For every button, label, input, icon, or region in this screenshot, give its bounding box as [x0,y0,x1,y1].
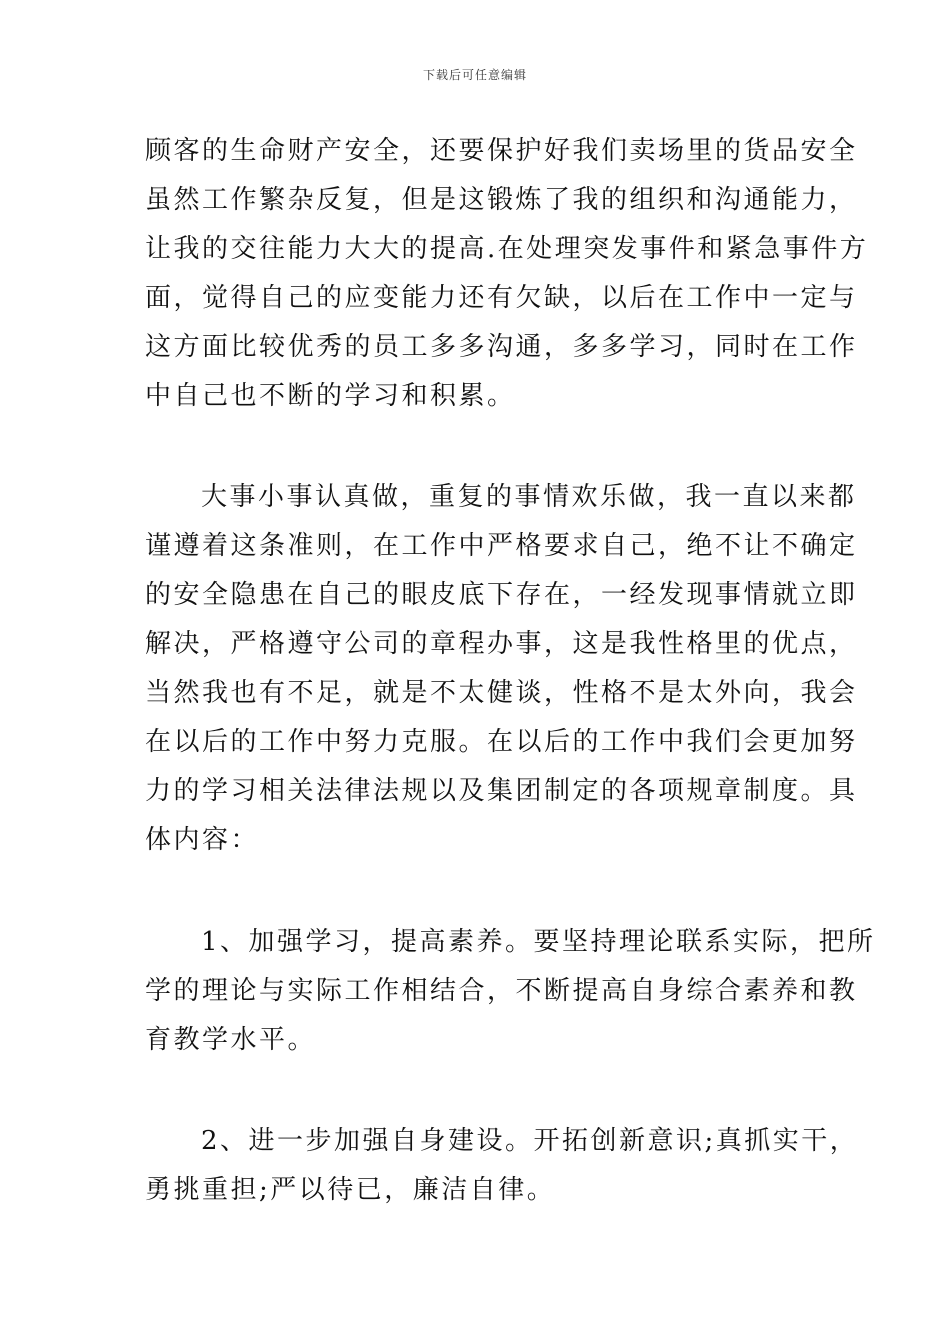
paragraph-line: 在以后的工作中努力克服。在以后的工作中我们会更加努 [145,727,858,757]
paragraph-line: 谨遵着这条准则，在工作中严格要求自己，绝不让不确定 [145,531,858,561]
paragraph-line: 中自己也不断的学习和积累。 [145,381,516,411]
paragraph-line: 力的学习相关法律法规以及集团制定的各项规章制度。具 [145,776,858,806]
paragraph-line: 勇挑重担;严以待已，廉洁自律。 [145,1175,556,1205]
paragraph-3 [145,918,876,1065]
header-note: 下载后可任意编辑 [422,68,527,82]
paragraph-line: 解决，严格遵守公司的章程办事，这是我性格里的优点， [145,629,858,659]
paragraph-line: 2、进一步加强自身建设。开拓创新意识;真抓实干， [201,1126,859,1156]
paragraph-line: 1、加强学习，提高素养。要坚持理论联系实际，把所 [201,927,876,957]
paragraph-2 [145,473,858,865]
paragraph-line: 这方面比较优秀的员工多多沟通，多多学习，同时在工作 [145,332,858,362]
paragraph-line: 虽然工作繁杂反复，但是这锻炼了我的组织和沟通能力， [145,185,858,215]
paragraph-line: 大事小事认真做，重复的事情欢乐做，我一直以来都 [201,482,857,512]
paragraph-line: 的安全隐患在自己的眼皮底下存在，一经发现事情就立即 [145,580,858,610]
paragraph-line: 面，觉得自己的应变能力还有欠缺，以后在工作中一定与 [145,283,858,313]
paragraph-line: 体内容： [145,825,260,855]
paragraph-line: 顾客的生命财产安全，还要保护好我们卖场里的货品安全 [145,136,858,166]
paragraph-line: 学的理论与实际工作相结合，不断提高自身综合素养和教 [145,976,858,1006]
paragraph-4 [145,1117,859,1215]
paragraph-line: 当然我也有不足，就是不太健谈，性格不是太外向，我会 [145,678,858,708]
paragraph-1 [145,127,869,421]
paragraph-line: 让我的交往能力大大的提高.在处理突发事件和紧急事件方 [145,234,869,264]
paragraph-line: 育教学水平。 [145,1025,317,1055]
